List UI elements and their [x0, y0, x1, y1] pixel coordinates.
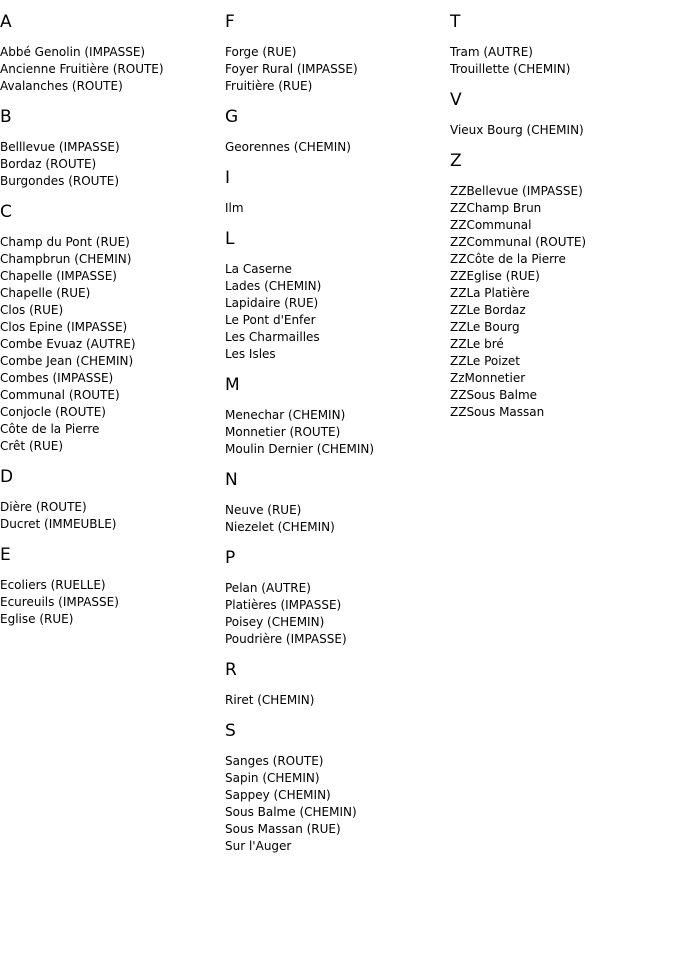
- street-link[interactable]: Combes (IMPASSE): [0, 371, 114, 385]
- street-link[interactable]: Combe Evuaz (AUTRE): [0, 337, 136, 351]
- letter-section-g: [225, 107, 445, 156]
- street-link[interactable]: Sanges (ROUTE): [225, 754, 324, 768]
- street-link[interactable]: ZZBellevue (IMPASSE): [450, 184, 583, 198]
- street-link[interactable]: ZZLa Platière: [450, 286, 530, 300]
- street-link[interactable]: ZZChamp Brun: [450, 201, 542, 215]
- street-link[interactable]: Ecoliers (RUELLE): [0, 578, 106, 592]
- section-letter-heading: N: [225, 470, 238, 490]
- street-link[interactable]: Foyer Rural (IMPASSE): [225, 62, 358, 76]
- letter-section-v: [450, 90, 670, 139]
- street-link[interactable]: Ancienne Fruitière (ROUTE): [0, 62, 164, 76]
- street-link[interactable]: Sappey (CHEMIN): [225, 788, 331, 802]
- street-link[interactable]: Menechar (CHEMIN): [225, 408, 346, 422]
- letter-section-a: [0, 12, 220, 95]
- street-link[interactable]: Conjocle (ROUTE): [0, 405, 106, 419]
- letter-section-i: [225, 168, 445, 217]
- section-letter-heading: L: [225, 229, 235, 249]
- letter-section-s: [225, 721, 445, 855]
- street-link[interactable]: Les Charmailles: [225, 330, 320, 344]
- letter-section-l: [225, 229, 445, 363]
- street-link[interactable]: Poudrière (IMPASSE): [225, 632, 347, 646]
- section-letter-heading: C: [0, 202, 12, 222]
- letter-section-r: [225, 660, 445, 709]
- street-link[interactable]: Eglise (RUE): [0, 612, 74, 626]
- street-link[interactable]: ZZLe Poizet: [450, 354, 520, 368]
- street-link[interactable]: Le Pont d'Enfer: [225, 313, 316, 327]
- street-link[interactable]: Monnetier (ROUTE): [225, 425, 341, 439]
- street-link[interactable]: Ilm: [225, 201, 244, 215]
- section-letter-heading: P: [225, 548, 236, 568]
- street-link[interactable]: Combe Jean (CHEMIN): [0, 354, 134, 368]
- street-link[interactable]: ZZLe bré: [450, 337, 504, 351]
- letter-section-e: [0, 545, 220, 628]
- street-link[interactable]: Forge (RUE): [225, 45, 297, 59]
- street-link[interactable]: Côte de la Pierre: [0, 422, 100, 436]
- street-link[interactable]: Fruitière (RUE): [225, 79, 313, 93]
- street-link[interactable]: Neuve (RUE): [225, 503, 302, 517]
- street-link[interactable]: ZZCommunal (ROUTE): [450, 235, 587, 249]
- street-link[interactable]: Dière (ROUTE): [0, 500, 87, 514]
- section-letter-heading: V: [450, 90, 462, 110]
- street-link[interactable]: La Caserne: [225, 262, 292, 276]
- street-link[interactable]: Bordaz (ROUTE): [0, 157, 97, 171]
- street-link[interactable]: ZzMonnetier: [450, 371, 526, 385]
- street-link[interactable]: Sous Massan (RUE): [225, 822, 341, 836]
- section-letter-heading: B: [0, 107, 12, 127]
- street-link[interactable]: Pelan (AUTRE): [225, 581, 311, 595]
- section-letter-heading: M: [225, 375, 240, 395]
- section-letter-heading: I: [225, 168, 231, 188]
- section-letter-heading: S: [225, 721, 236, 741]
- letter-section-b: [0, 107, 220, 190]
- street-link[interactable]: Moulin Dernier (CHEMIN): [225, 442, 375, 456]
- street-link[interactable]: Tram (AUTRE): [450, 45, 533, 59]
- section-letter-heading: R: [225, 660, 237, 680]
- street-link[interactable]: Ecureuils (IMPASSE): [0, 595, 119, 609]
- section-letter-heading: T: [450, 12, 461, 32]
- street-link[interactable]: Georennes (CHEMIN): [225, 140, 351, 154]
- street-index-column-1: [0, 12, 220, 640]
- street-link[interactable]: Communal (ROUTE): [0, 388, 120, 402]
- street-link[interactable]: Champbrun (CHEMIN): [0, 252, 132, 266]
- letter-section-d: [0, 467, 220, 533]
- street-link[interactable]: Burgondes (ROUTE): [0, 174, 120, 188]
- street-link[interactable]: Abbé Genolin (IMPASSE): [0, 45, 146, 59]
- street-link[interactable]: ZZCommunal: [450, 218, 532, 232]
- street-link[interactable]: Lapidaire (RUE): [225, 296, 319, 310]
- street-link[interactable]: ZZCôte de la Pierre: [450, 252, 566, 266]
- letter-section-z: [450, 151, 670, 421]
- letter-section-n: [225, 470, 445, 536]
- section-letter-heading: Z: [450, 151, 462, 171]
- street-link[interactable]: Sous Balme (CHEMIN): [225, 805, 357, 819]
- section-letter-heading: D: [0, 467, 14, 487]
- street-link[interactable]: Crêt (RUE): [0, 439, 64, 453]
- section-letter-heading: F: [225, 12, 235, 32]
- section-letter-heading: G: [225, 107, 239, 127]
- section-letter-heading: A: [0, 12, 12, 32]
- street-link[interactable]: Clos Epine (IMPASSE): [0, 320, 128, 334]
- street-link[interactable]: Belllevue (IMPASSE): [0, 140, 120, 154]
- letter-section-m: [225, 375, 445, 458]
- street-link[interactable]: ZZSous Balme: [450, 388, 538, 402]
- street-index-column-3: [450, 12, 670, 433]
- street-link[interactable]: Clos (RUE): [0, 303, 64, 317]
- street-link[interactable]: Champ du Pont (RUE): [0, 235, 130, 249]
- street-link[interactable]: Avalanches (ROUTE): [0, 79, 123, 93]
- street-link[interactable]: ZZEglise (RUE): [450, 269, 540, 283]
- letter-section-p: [225, 548, 445, 648]
- street-link[interactable]: Trouillette (CHEMIN): [450, 62, 571, 76]
- street-link[interactable]: ZZLe Bourg: [450, 320, 520, 334]
- street-link[interactable]: Chapelle (RUE): [0, 286, 91, 300]
- letter-section-c: [0, 202, 220, 455]
- street-link[interactable]: Ducret (IMMEUBLE): [0, 517, 117, 531]
- street-link[interactable]: Poisey (CHEMIN): [225, 615, 325, 629]
- street-link[interactable]: Riret (CHEMIN): [225, 693, 315, 707]
- street-link[interactable]: Lades (CHEMIN): [225, 279, 322, 293]
- street-link[interactable]: Vieux Bourg (CHEMIN): [450, 123, 584, 137]
- letter-section-t: [450, 12, 670, 78]
- letter-section-f: [225, 12, 445, 95]
- street-link[interactable]: Les Isles: [225, 347, 276, 361]
- section-letter-heading: E: [0, 545, 11, 565]
- street-link[interactable]: Sapin (CHEMIN): [225, 771, 320, 785]
- street-link[interactable]: Sur l'Auger: [225, 839, 292, 853]
- street-index-column-2: [225, 12, 445, 867]
- street-link[interactable]: Platières (IMPASSE): [225, 598, 342, 612]
- street-link[interactable]: Niezelet (CHEMIN): [225, 520, 335, 534]
- street-link[interactable]: ZZSous Massan: [450, 405, 545, 419]
- street-link[interactable]: ZZLe Bordaz: [450, 303, 526, 317]
- street-link[interactable]: Chapelle (IMPASSE): [0, 269, 117, 283]
